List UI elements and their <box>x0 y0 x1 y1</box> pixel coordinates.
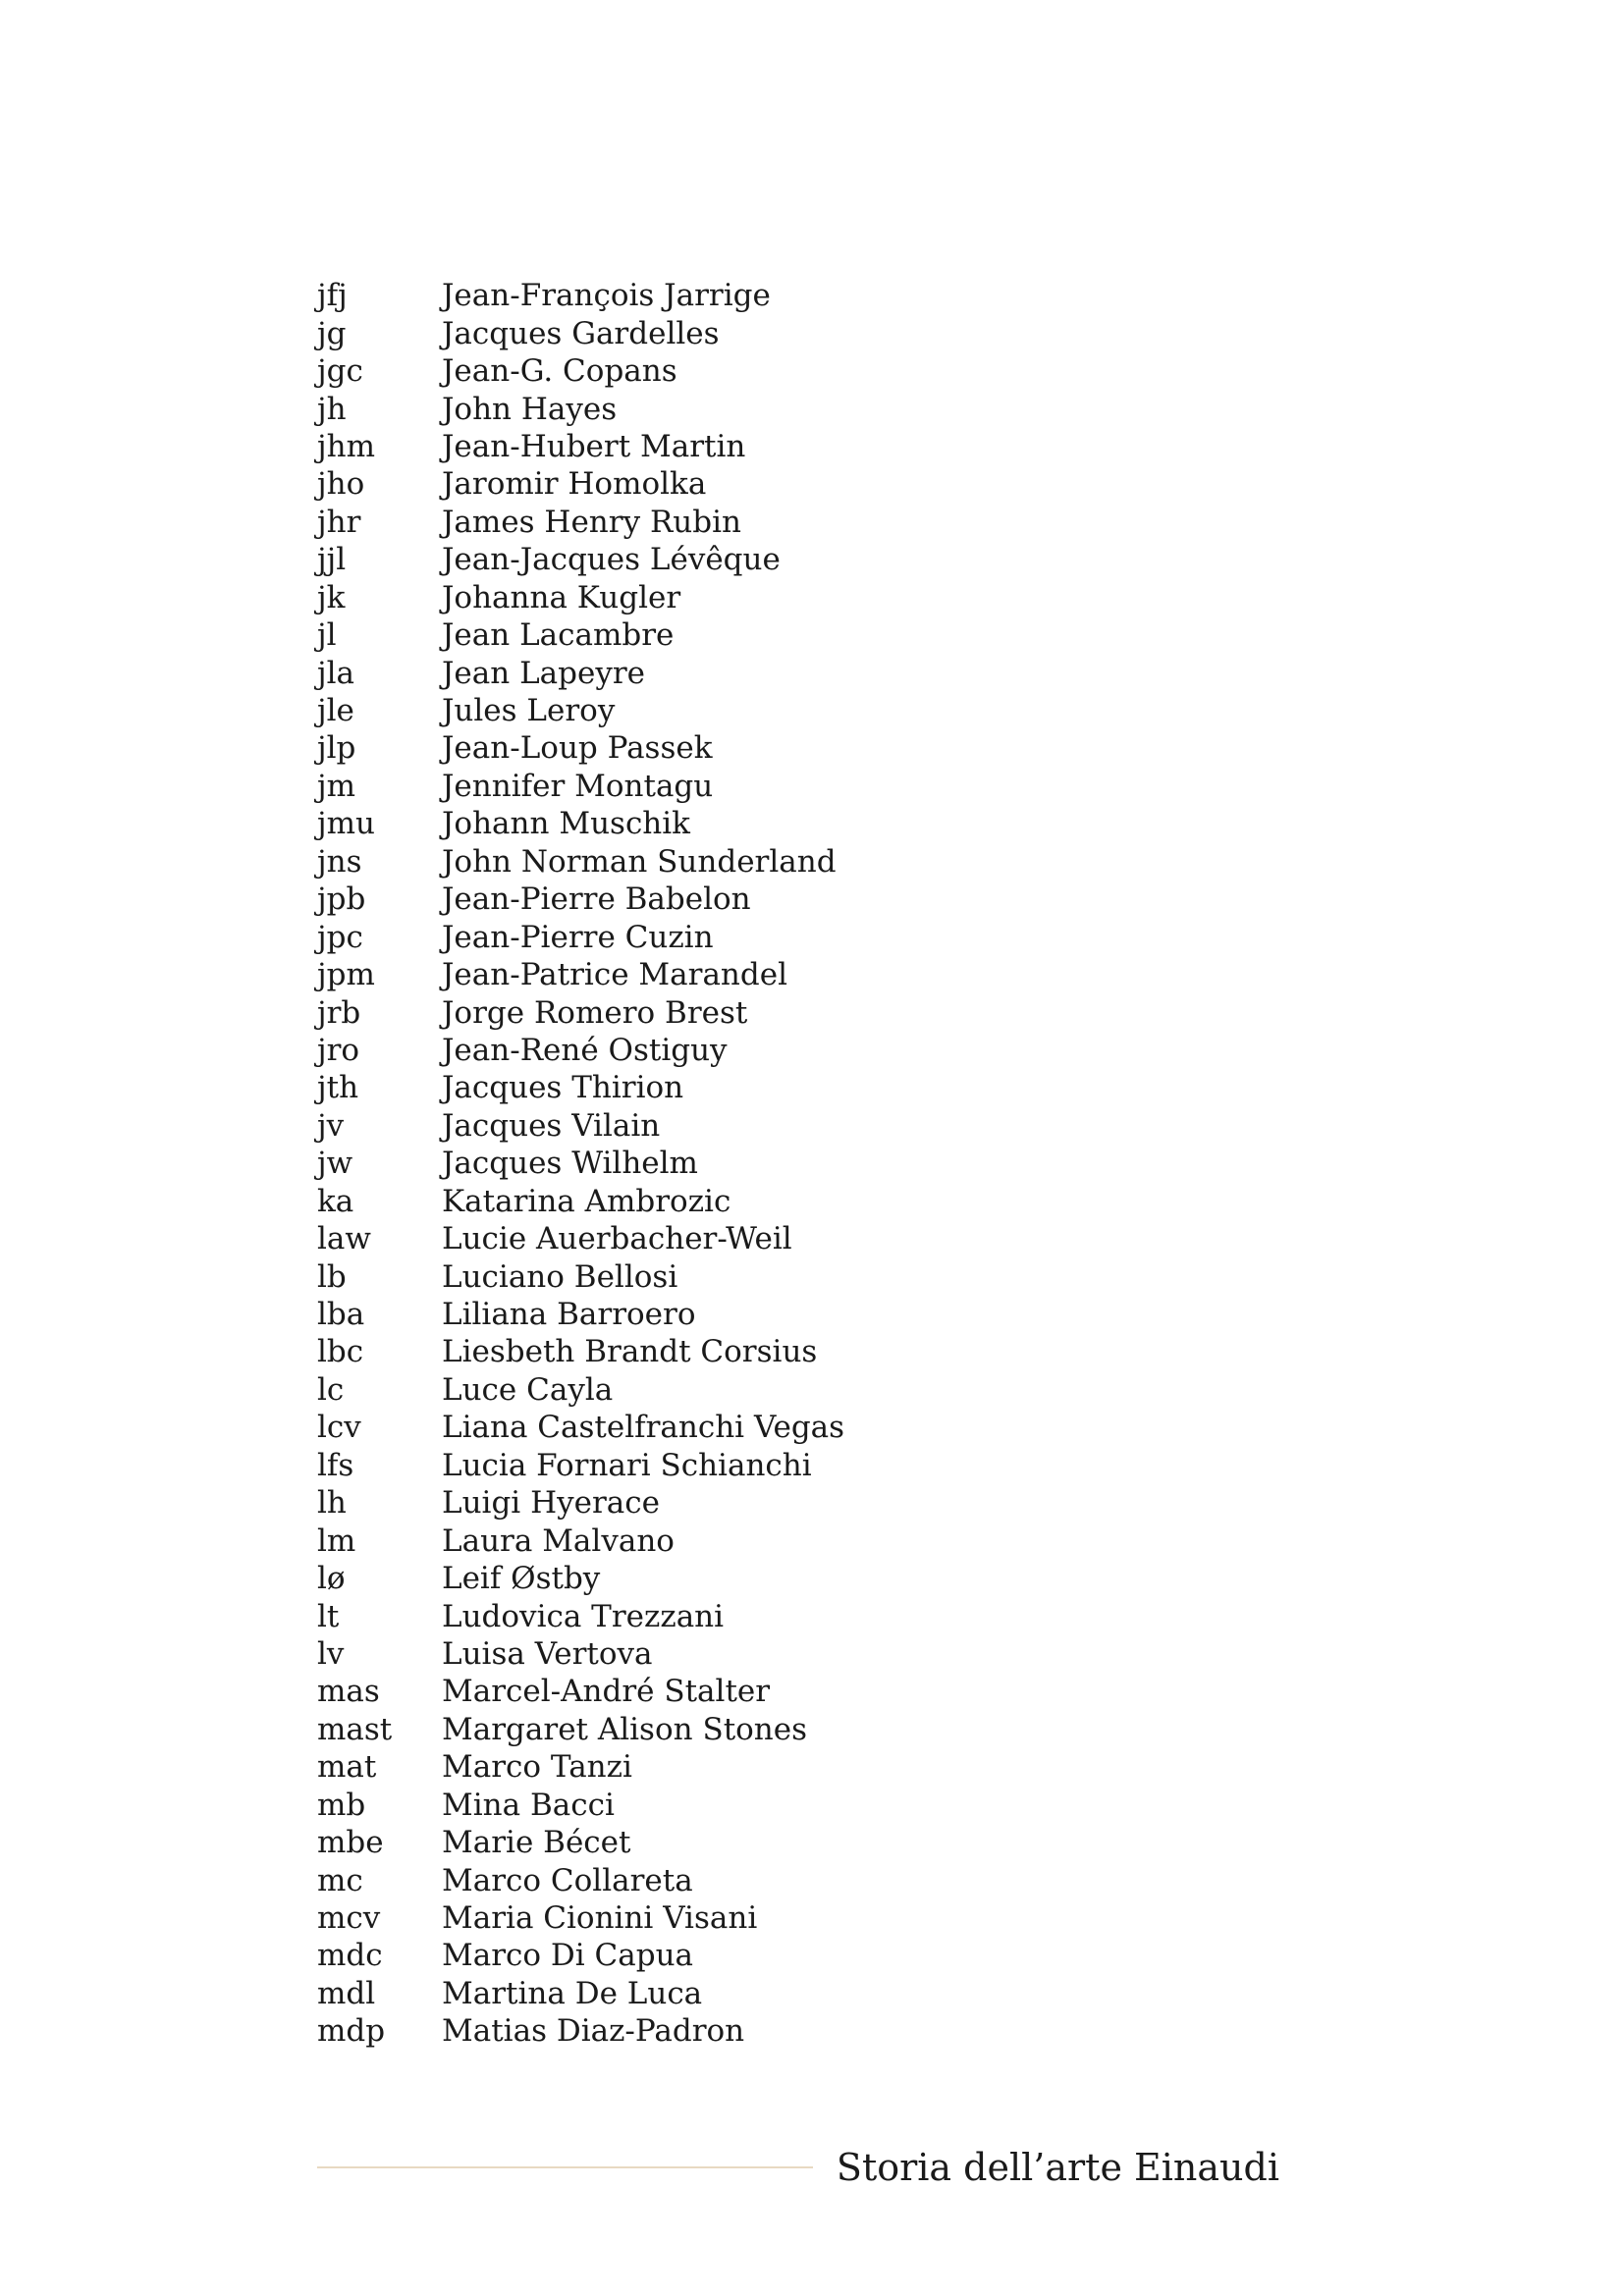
author-name: Marco Tanzi <box>442 1749 632 1786</box>
author-name: Jacques Thirion <box>442 1070 684 1106</box>
list-item <box>317 390 844 427</box>
abbreviation-code: jpc <box>317 919 363 955</box>
list-item <box>317 692 844 729</box>
author-name: James Henry Rubin <box>442 504 741 540</box>
abbreviation-code: lc <box>317 1371 345 1408</box>
abbreviation-code: lm <box>317 1522 356 1559</box>
list-item <box>317 729 844 767</box>
list-item <box>317 428 844 465</box>
abbreviation-code: jle <box>317 693 354 729</box>
abbreviation-code: mbe <box>317 1825 384 1861</box>
list-item <box>317 1711 844 1748</box>
list-item <box>317 1597 844 1634</box>
author-name: Marie Bécet <box>442 1825 631 1861</box>
author-name: Leif Østby <box>442 1561 601 1597</box>
author-name: Jennifer Montagu <box>442 768 714 804</box>
abbreviation-code: lt <box>317 1598 340 1634</box>
list-item <box>317 541 844 578</box>
author-name: Jean-G. Copans <box>442 353 677 390</box>
abbreviation-code: jgc <box>317 353 363 390</box>
author-name: Laura Malvano <box>442 1522 675 1559</box>
author-name: Marco Di Capua <box>442 1938 694 1974</box>
page-footer <box>317 2140 1279 2195</box>
list-item <box>317 1937 844 1974</box>
list-item <box>317 956 844 993</box>
author-name: Katarina Ambrozic <box>442 1183 731 1219</box>
list-item <box>317 1183 844 1220</box>
author-name: Luciano Bellosi <box>442 1258 678 1295</box>
list-item <box>317 465 844 503</box>
footer-rule <box>317 2166 813 2168</box>
author-name: Jean-Pierre Babelon <box>442 881 751 918</box>
list-item <box>317 1333 844 1370</box>
list-item <box>317 1371 844 1409</box>
abbreviation-code: jmu <box>317 806 375 842</box>
abbreviation-code: jla <box>317 655 355 691</box>
list-item <box>317 314 844 351</box>
author-name: Marcel-André Stalter <box>442 1674 771 1710</box>
abbreviation-code: mdp <box>317 2013 386 2050</box>
list-item <box>317 1145 844 1182</box>
abbreviation-code: jjl <box>317 542 347 578</box>
author-name: Matias Diaz-Padron <box>442 2013 745 2050</box>
author-name: Jean-François Jarrige <box>442 278 771 314</box>
author-name: Liliana Barroero <box>442 1297 696 1333</box>
abbreviation-code: mb <box>317 1787 366 1823</box>
list-item <box>317 277 844 314</box>
author-name: Mina Bacci <box>442 1787 615 1823</box>
author-name: Marco Collareta <box>442 1862 693 1898</box>
author-name: Johanna Kugler <box>442 579 681 615</box>
list-item <box>317 352 844 390</box>
list-item <box>317 2012 844 2050</box>
author-name: Jean Lacambre <box>442 617 675 654</box>
list-item <box>317 579 844 616</box>
abbreviation-code: mdl <box>317 1975 376 2011</box>
list-item <box>317 768 844 805</box>
list-item <box>317 1787 844 1824</box>
abbreviation-code: mat <box>317 1749 377 1786</box>
list-item <box>317 616 844 654</box>
abbreviation-code: jlp <box>317 730 356 767</box>
list-item <box>317 504 844 541</box>
abbreviation-code: jho <box>317 466 365 503</box>
author-name: Lucie Auerbacher-Weil <box>442 1221 792 1257</box>
author-name: Jean-Jacques Lévêque <box>442 542 781 578</box>
list-item <box>317 1522 844 1559</box>
author-name: Liesbeth Brandt Corsius <box>442 1334 818 1370</box>
author-name: Luisa Vertova <box>442 1635 653 1672</box>
list-item <box>317 1447 844 1484</box>
author-name: Jean-Patrice Marandel <box>442 957 787 993</box>
abbreviation-code: jth <box>317 1070 359 1106</box>
abbreviation-code: mc <box>317 1862 363 1898</box>
abbreviation-code: lfs <box>317 1447 354 1483</box>
list-item <box>317 1409 844 1446</box>
abbreviation-code: mas <box>317 1674 380 1710</box>
list-item <box>317 1673 844 1710</box>
list-item <box>317 918 844 955</box>
abbreviation-code: lb <box>317 1258 347 1295</box>
abbreviation-code: jro <box>317 1032 360 1068</box>
abbreviation-code: jrb <box>317 994 361 1031</box>
abbreviation-code: lv <box>317 1635 345 1672</box>
abbreviation-code: jpb <box>317 881 366 918</box>
abbreviation-code: mcv <box>317 1900 381 1937</box>
author-name: Luce Cayla <box>442 1371 614 1408</box>
author-name: Jean-Hubert Martin <box>442 428 746 464</box>
author-name: Liana Castelfranchi Vegas <box>442 1410 845 1446</box>
list-item <box>317 1484 844 1522</box>
abbreviation-code: law <box>317 1221 371 1257</box>
author-name: Jean-Pierre Cuzin <box>442 919 714 955</box>
author-name: Jorge Romero Brest <box>442 994 748 1031</box>
abbreviation-code: jpm <box>317 957 375 993</box>
list-item <box>317 1861 844 1898</box>
list-item <box>317 1296 844 1333</box>
abbreviation-code: lcv <box>317 1410 361 1446</box>
list-item <box>317 1220 844 1257</box>
abbreviation-code: jw <box>317 1146 353 1182</box>
author-name: Lucia Fornari Schianchi <box>442 1447 812 1483</box>
author-name: Jean Lapeyre <box>442 655 646 691</box>
list-item <box>317 1069 844 1106</box>
abbreviation-code: jhr <box>317 504 361 540</box>
abbreviation-code: lh <box>317 1485 347 1522</box>
list-item <box>317 993 844 1031</box>
list-item <box>317 1560 844 1597</box>
abbreviation-code: lbc <box>317 1334 364 1370</box>
abbreviation-code: jv <box>317 1107 345 1144</box>
author-name: John Hayes <box>442 391 618 427</box>
author-name: Jean-Loup Passek <box>442 730 713 767</box>
list-item <box>317 881 844 918</box>
list-item <box>317 1824 844 1861</box>
abbreviation-code: ka <box>317 1183 354 1219</box>
abbreviation-code: jns <box>317 843 362 880</box>
abbreviation-code: lø <box>317 1561 346 1597</box>
abbreviation-code: jhm <box>317 428 375 464</box>
author-name: Jacques Gardelles <box>442 315 720 351</box>
list-item <box>317 1107 844 1145</box>
list-item <box>317 1899 844 1937</box>
author-name: Jacques Wilhelm <box>442 1146 698 1182</box>
author-name: Jaromir Homolka <box>442 466 707 503</box>
abbreviation-code: lba <box>317 1297 365 1333</box>
list-item <box>317 1635 844 1673</box>
abbreviation-code: mdc <box>317 1938 383 1974</box>
abbreviation-code: mast <box>317 1711 393 1747</box>
abbreviation-code: jl <box>317 617 337 654</box>
abbreviation-list <box>317 277 844 2051</box>
abbreviation-code: jg <box>317 315 347 351</box>
list-item <box>317 1032 844 1069</box>
author-name: Jules Leroy <box>442 693 616 729</box>
author-name: Luigi Hyerace <box>442 1485 660 1522</box>
list-item <box>317 1257 844 1295</box>
abbreviation-code: jm <box>317 768 356 804</box>
abbreviation-code: jfj <box>317 278 348 314</box>
abbreviation-code: jh <box>317 391 347 427</box>
footer-title: Storia dell’arte Einaudi <box>836 2146 1279 2189</box>
list-item <box>317 654 844 691</box>
author-name: Jean-René Ostiguy <box>442 1032 728 1068</box>
author-name: Jacques Vilain <box>442 1107 661 1144</box>
author-name: Maria Cionini Visani <box>442 1900 758 1937</box>
abbreviation-code: jk <box>317 579 346 615</box>
list-item <box>317 1748 844 1786</box>
author-name: Martina De Luca <box>442 1975 703 2011</box>
list-item <box>317 843 844 881</box>
list-item <box>317 805 844 842</box>
list-item <box>317 1975 844 2012</box>
author-name: Johann Muschik <box>442 806 690 842</box>
author-name: Ludovica Trezzani <box>442 1598 725 1634</box>
author-name: Margaret Alison Stones <box>442 1711 808 1747</box>
author-name: John Norman Sunderland <box>442 843 837 880</box>
